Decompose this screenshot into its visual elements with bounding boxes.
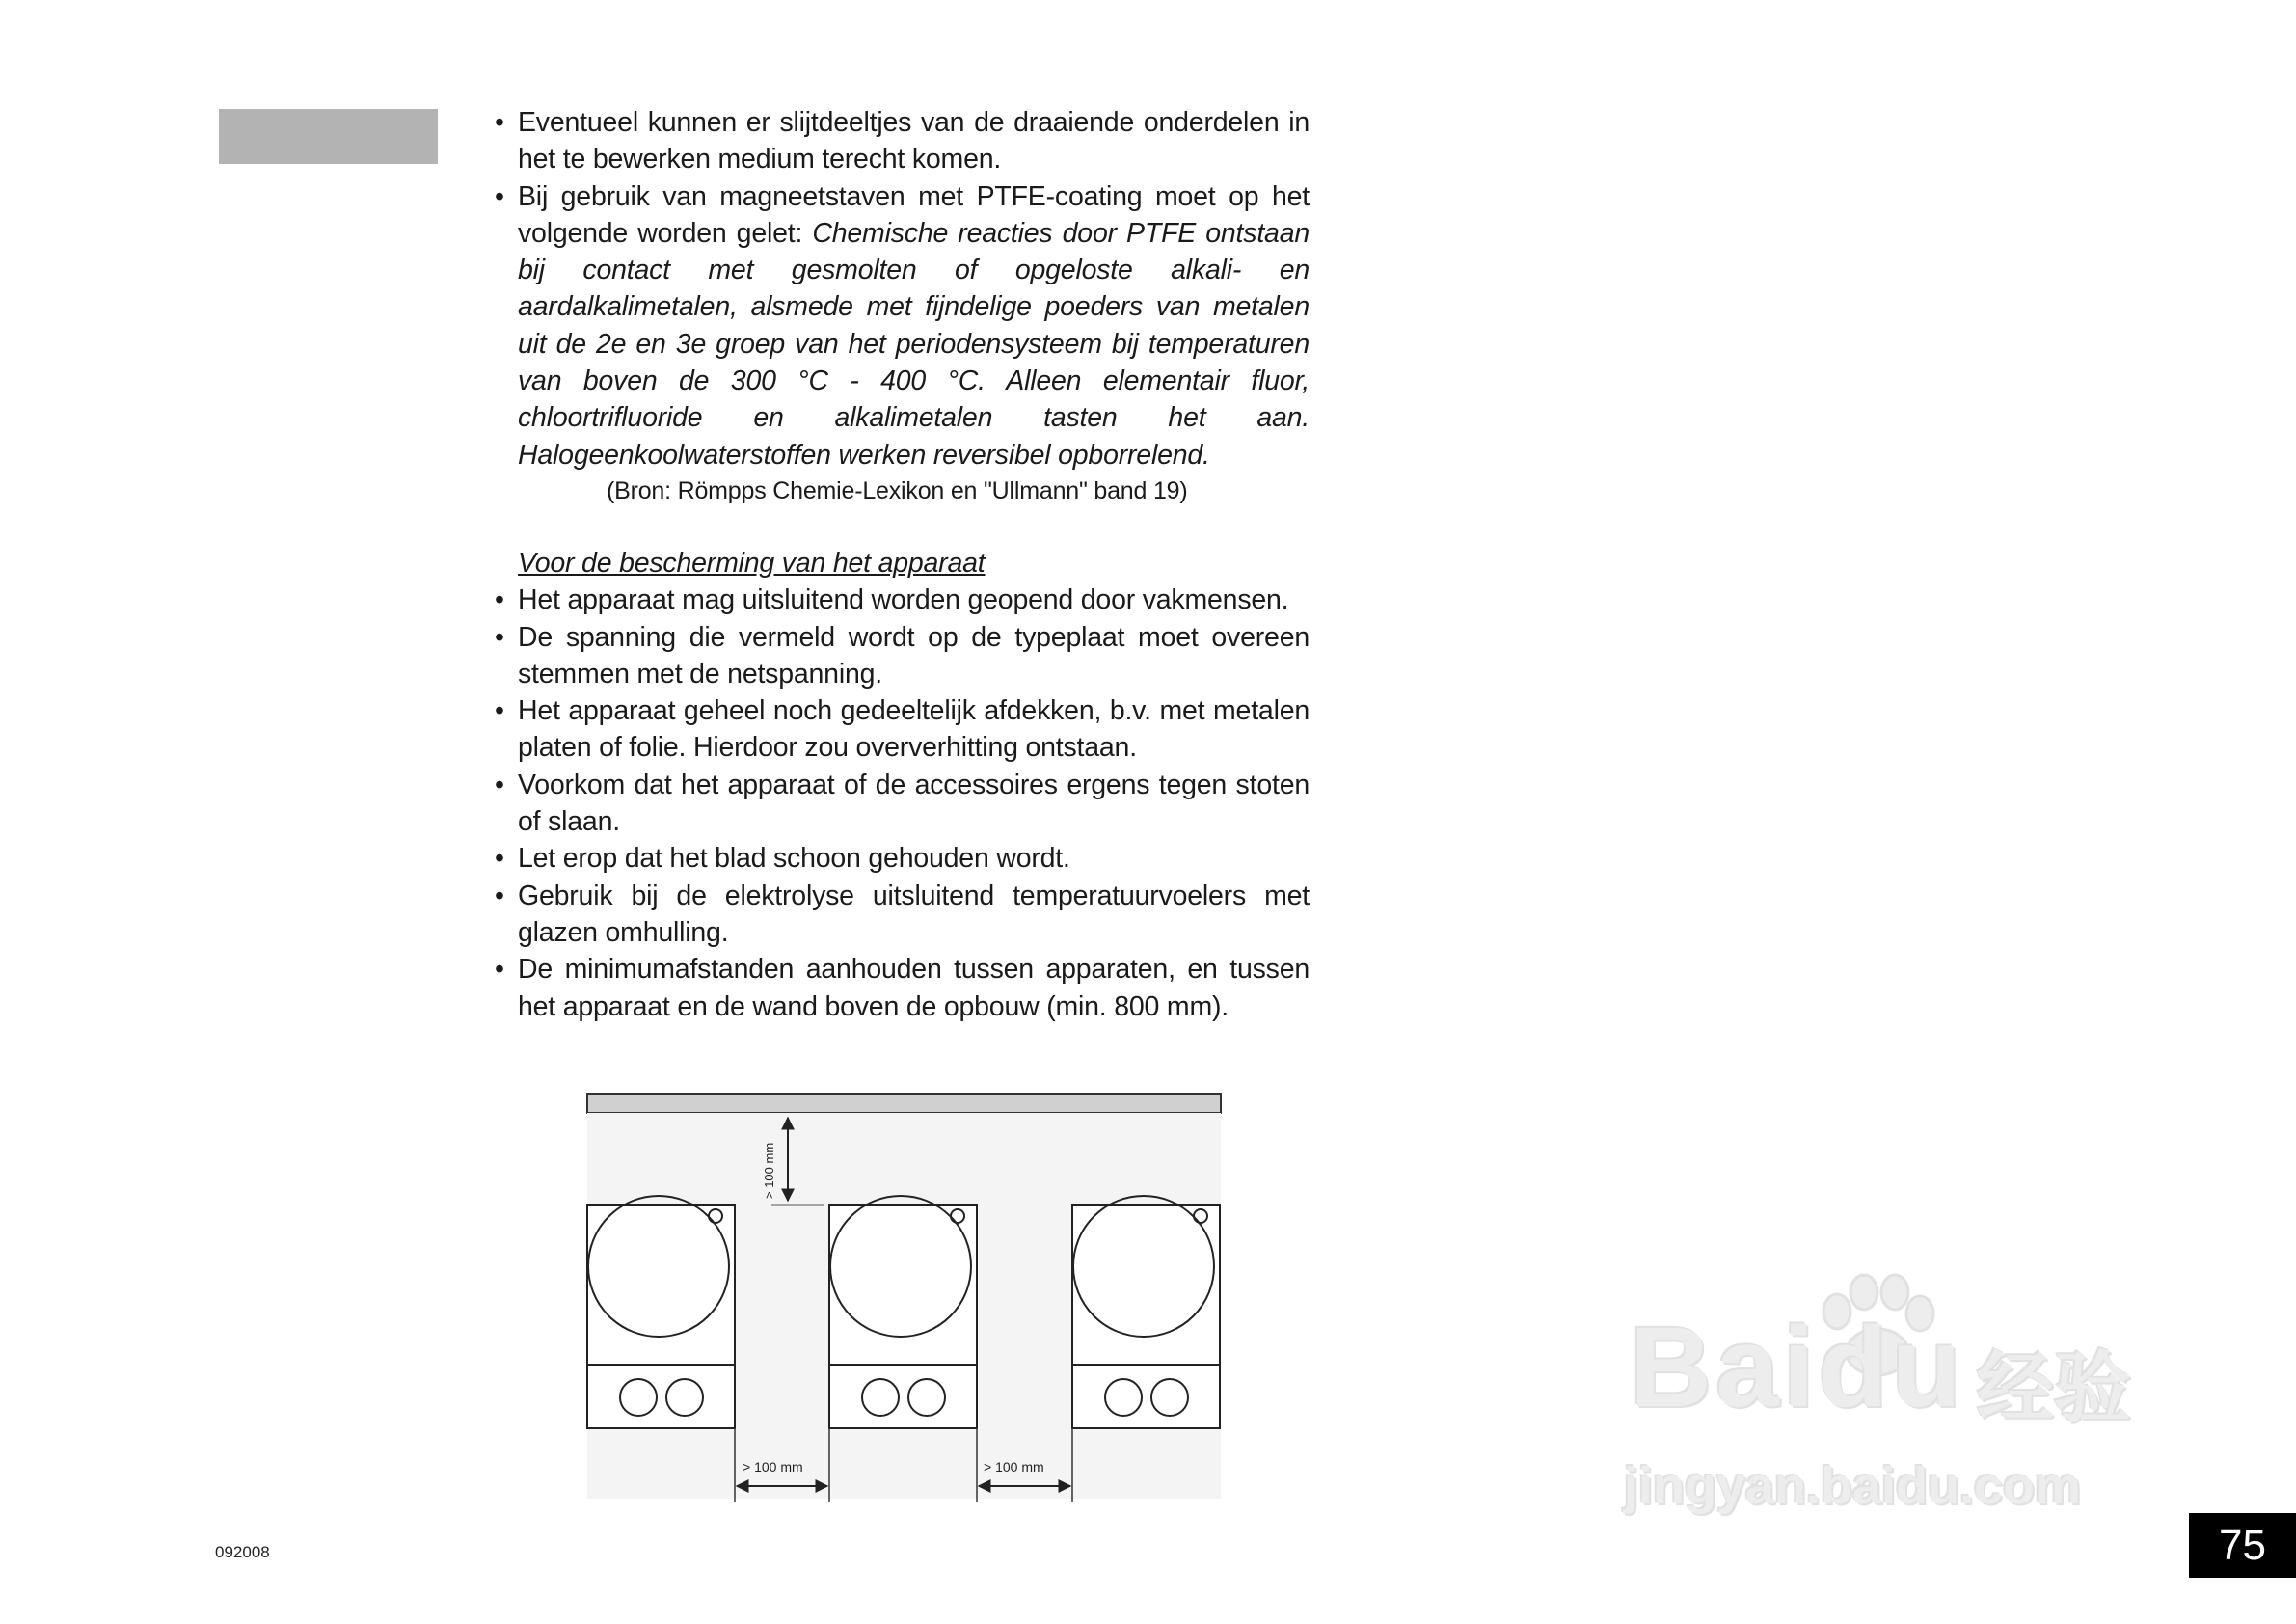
wall-bar bbox=[587, 1094, 1221, 1113]
device-middle bbox=[829, 1196, 977, 1428]
watermark-cn: 经验 bbox=[1977, 1343, 2131, 1433]
bullet-item: • De minimumafstanden aanhouden tussen apparaten, en tussen het apparaat en de wand boven de opbouw (min. 800 mm). bbox=[495, 951, 1310, 1025]
bullet-item bbox=[495, 104, 1310, 178]
top-gap-label: > 100 mm bbox=[762, 1142, 776, 1199]
bullet-item: • Let erop dat het blad schoon gehouden wordt. bbox=[495, 840, 1310, 877]
baidu-watermark bbox=[1620, 1273, 2160, 1533]
page-number: 75 bbox=[2189, 1513, 2296, 1578]
gap-label-left: > 100 mm bbox=[743, 1459, 803, 1475]
bullet-italic-text: Chemische reacties door PTFE ontstaan bij contact met gesmolten of opgeloste alkali- en aardalkalimetalen, alsmede met fijndelige poeders van metalen uit de 2e en 3e groep van het periodensysteem bij temperaturen van boven de 300 °C - 400 °C. Alleen elementair fluor, chloortrifluoride en alkalimetalen tasten het aan. Halogeenkoolwaterstoffen werken reversibel opborrelend. bbox=[518, 217, 1310, 471]
device-right bbox=[1072, 1196, 1220, 1428]
bullet-item: • Het apparaat geheel noch gedeeltelijk afdekken, b.v. met metalen platen of folie. Hierdoor zou oververhitting ontstaan. bbox=[495, 692, 1310, 767]
bullet-item bbox=[495, 178, 1310, 474]
bullet-item: • Voorkom dat het apparaat of de accessoires ergens tegen stoten of slaan. bbox=[495, 767, 1310, 841]
bullet-text: Eventueel kunnen er slijtdeeltjes van de draaiende onderdelen in het te bewerken medium terecht komen. bbox=[518, 107, 1310, 176]
watermark-url: jingyan.baidu.com bbox=[1624, 1457, 2082, 1515]
main-text-column bbox=[495, 104, 1310, 1025]
watermark-brand: Baidu bbox=[1630, 1304, 1965, 1431]
source-note: (Bron: Römpps Chemie-Lexikon en "Ullmann" band 19) bbox=[607, 476, 1188, 504]
section-subheading: Voor de bescherming van het apparaat bbox=[518, 547, 986, 579]
bullet-item: • De spanning die vermeld wordt op de typeplaat moet overeen stemmen met de netspanning. bbox=[495, 619, 1310, 693]
device-left bbox=[587, 1196, 735, 1428]
bullet-text: Bij gebruik van magneetstaven met PTFE-coating moet op het volgende worden gelet: bbox=[518, 180, 1310, 249]
spacing-diagram bbox=[579, 1085, 1234, 1509]
bullet-item: • Het apparaat mag uitsluitend worden geopend door vakmensen. bbox=[495, 582, 1310, 618]
bullet-item: • Gebruik bij de elektrolyse uitsluitend temperatuurvoelers met glazen omhulling. bbox=[495, 878, 1310, 952]
footer-code: 092008 bbox=[215, 1543, 270, 1561]
gap-label-right: > 100 mm bbox=[984, 1459, 1044, 1475]
section-tab-marker bbox=[219, 109, 438, 164]
